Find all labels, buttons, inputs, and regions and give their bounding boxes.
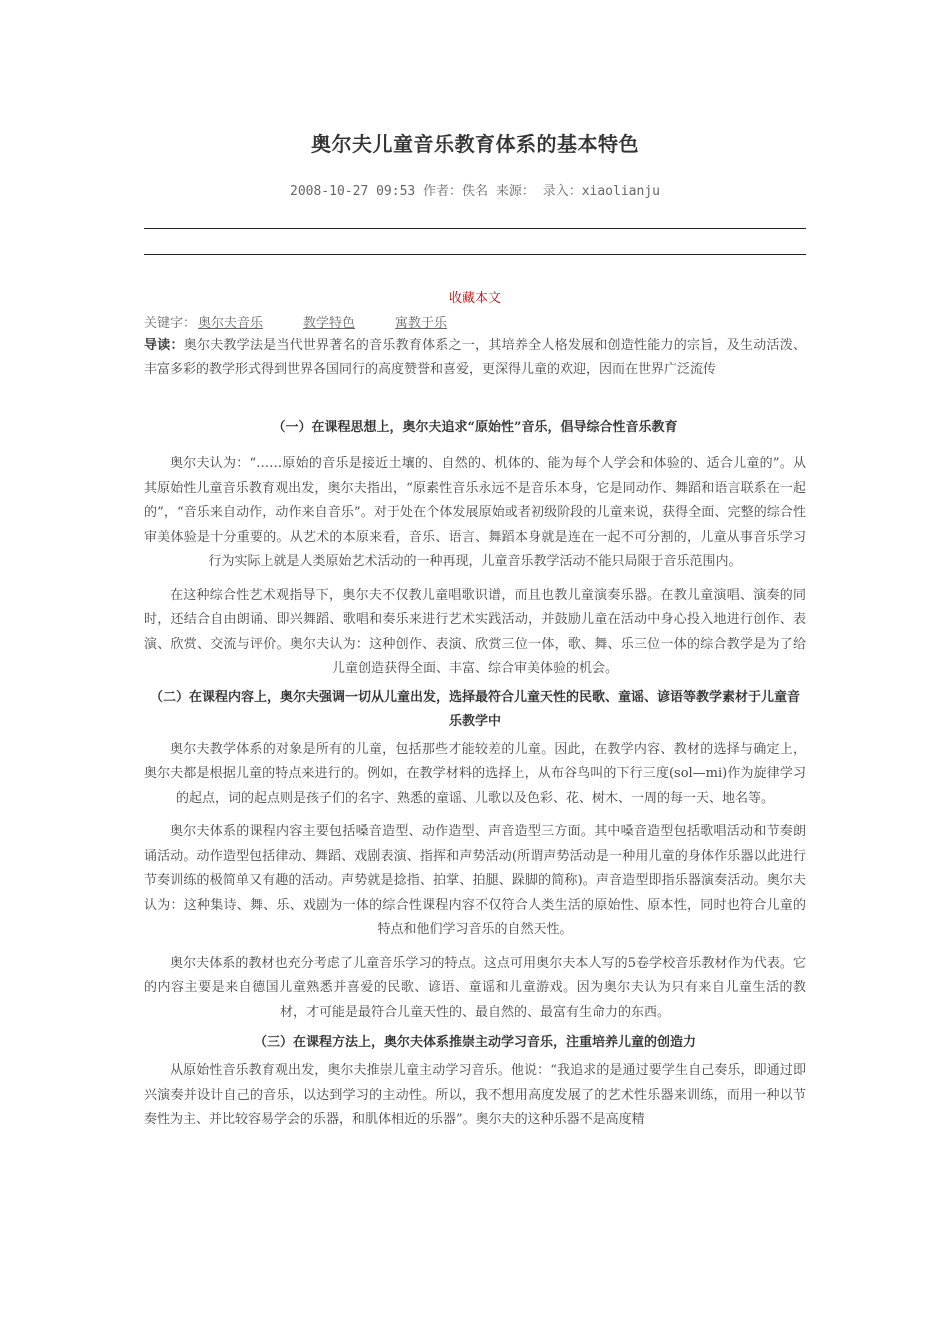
paragraph: 奥尔夫教学体系的对象是所有的儿童，包括那些才能较差的儿童。因此，在教学内容、教材的选择与确定上，奥尔夫都是根据儿童的特点来进行的。例如，在教学材料的选择上，从布谷鸟叫的下行三度(sol—mi)作为旋律学习的起点，词的起点则是孩子们的名字、熟悉的童谣、儿歌以及色彩、花、树木、一周的每一天、地名等。 [144, 741, 806, 806]
article-body [144, 416, 806, 1133]
paragraph: 在这种综合性艺术观指导下，奥尔夫不仅教儿童唱歌识谱，而且也教儿童演奏乐器。在教儿童演唱、演奏的同时，还结合自由朗诵、即兴舞蹈、歌唱和奏乐来进行艺术实践活动，并鼓励儿童在活动中身心投入地进行创作、表演、欣赏、交流与评价。奥尔夫认为：这种创作、表演、欣赏三位一体，歌、舞、乐三位一体的综合教学是为了给儿童创造获得全面、丰富、综合审美体验的机会。 [144, 587, 806, 676]
keyword-link-3[interactable]: 寓教于乐 [395, 316, 448, 331]
paragraph: 奥尔夫体系的课程内容主要包括嗓音造型、动作造型、声音造型三方面。其中嗓音造型包括歌唱活动和节奏朗诵活动。动作造型包括律动、舞蹈、戏剧表演、指挥和声势活动(所谓声势活动是一种用儿童的身体作乐器以此进行节奏训练的极简单又有趣的活动。声势就是捻指、拍掌、拍腿、跺脚的简称)。声音造型即指乐器演奏活动。奥尔夫认为：这种集诗、舞、乐、戏剧为一体的综合性课程内容不仅符合人类生活的原始性、原本性，同时也符合儿童的特点和他们学习音乐的自然天性。 [144, 824, 806, 937]
favorite-link[interactable]: 收藏本文 [448, 291, 501, 306]
article-intro [144, 334, 806, 382]
favorite-row [144, 287, 806, 306]
divider-bottom [144, 254, 806, 255]
section-heading-2: （二）在课程内容上，奥尔夫强调一切从儿童出发，选择最符合儿童天性的民歌、童谣、谚语等教学素材于儿童音乐教学中 [149, 689, 800, 729]
keywords-label: 关键字： [144, 316, 197, 331]
keyword-link-1[interactable]: 奥尔夫音乐 [198, 316, 264, 331]
paragraph: 从原始性音乐教育观出发，奥尔夫推崇儿童主动学习音乐。他说：“我追求的是通过要学生自己奏乐，即通过即兴演奏并设计自己的音乐，以达到学习的主动性。所以，我不想用高度发展了的艺术性乐器来训练，而用一种以节奏性为主、并比较容易学会的乐器，和肌体相近的乐器”。奥尔夫的这种乐器不是高度精 [144, 1063, 806, 1127]
divider-top [144, 228, 806, 229]
paragraph: 奥尔夫体系的教材也充分考虑了儿童音乐学习的特点。这点可用奥尔夫本人写的5卷学校音乐教材作为代表。它的内容主要是来自德国儿童熟悉并喜爱的民歌、谚语、童谣和儿童游戏。因为奥尔夫认为只有来自儿童生活的教材，才可能是最符合儿童天性的、最自然的、最富有生命力的东西。 [144, 955, 806, 1020]
keywords-row [144, 312, 487, 331]
intro-label: 导读： [144, 338, 184, 353]
intro-text: 奥尔夫教学法是当代世界著名的音乐教育体系之一，其培养全人格发展和创造性能力的宗旨，及生动活泼、丰富多彩的教学形式得到世界各国同行的高度赞誉和喜爱，更深得儿童的欢迎，因而在世界广泛流传 [144, 338, 806, 377]
article-meta: 2008-10-27 09:53 作者：佚名 来源： 录入：xiaolianju [290, 184, 660, 199]
section-heading-1: （一）在课程思想上，奥尔夫追求“原始性”音乐，倡导综合性音乐教育 [272, 420, 678, 435]
paragraph: 奥尔夫认为：“……原始的音乐是接近土壤的、自然的、机体的、能为每个人学会和体验的、适合儿童的”。从其原始性儿童音乐教育观出发，奥尔夫指出，“原素性音乐永远不是音乐本身，它是同动作、舞蹈和语言联系在一起的”，“音乐来自动作，动作来自音乐”。对于处在个体发展原始或者初级阶段的儿童来说，获得全面、完整的综合性审美体验是十分重要的。从艺术的本原来看，音乐、语言、舞蹈本身就是连在一起不可分割的，儿童从事音乐学习行为实际上就是人类原始艺术活动的一种再现，儿童音乐教学活动不能只局限于音乐范围内。 [144, 456, 806, 569]
article-title: 奥尔夫儿童音乐教育体系的基本特色 [311, 132, 639, 156]
keyword-link-2[interactable]: 教学特色 [303, 316, 356, 331]
section-heading-3: （三）在课程方法上，奥尔夫体系推崇主动学习音乐，注重培养儿童的创造力 [253, 1035, 696, 1050]
